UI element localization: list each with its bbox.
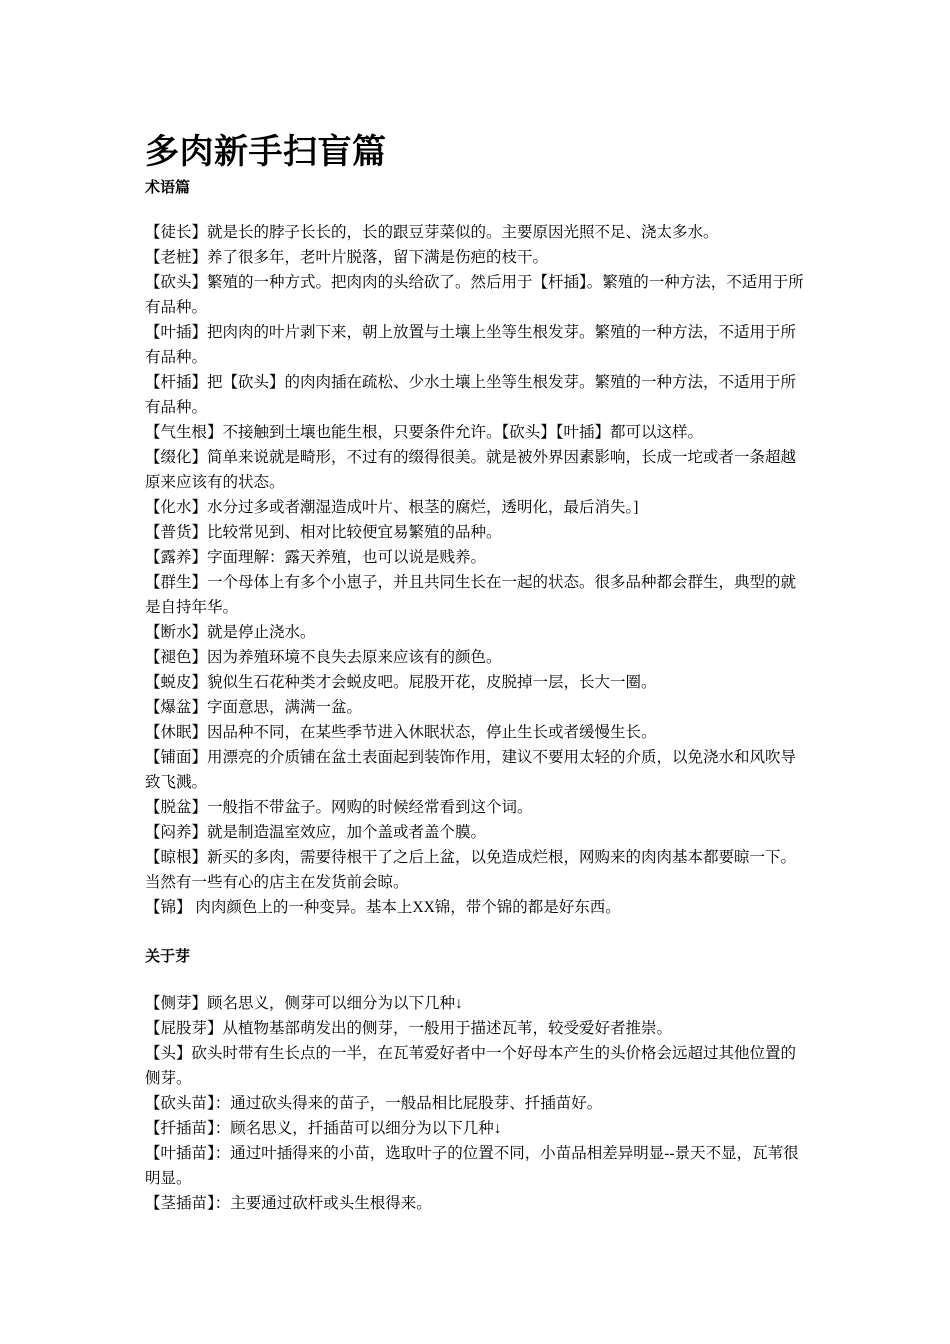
term-entry: 【铺面】用漂亮的介质铺在盆土表面起到装饰作用，建议不要用太轻的介质，以免浇水和风吹导致飞溅。: [145, 749, 797, 791]
term-entry: 【茎插苗】：主要通过砍杆或头生根得来。: [145, 1195, 432, 1212]
term-entry: 【群生】一个母体上有多个小崽子，并且共同生长在一起的状态。很多品种都会群生，典型的就是自持年华。: [145, 574, 797, 616]
term-entry: 【侧芽】顾名思义，侧芽可以细分为以下几种↓: [145, 995, 463, 1012]
document-title: 多肉新手扫盲篇: [145, 133, 387, 171]
term-entry: 【晾根】新买的多肉，需要待根干了之后上盆，以免造成烂根，网购来的肉肉基本都要晾一下。当然有一些有心的店主在发货前会晾。: [145, 849, 797, 891]
section-heading-buds: 关于芽: [145, 948, 191, 965]
term-entry: 【休眠】因品种不同，在某些季节进入休眠状态，停止生长或者缓慢生长。: [145, 724, 657, 741]
term-entry: 【闷养】就是制造温室效应，加个盖或者盖个膜。: [145, 824, 487, 841]
term-entry: 【老桩】养了很多年，老叶片脱落，留下满是伤疤的枝干。: [145, 249, 549, 266]
term-entry: 【叶插苗】：通过叶插得来的小苗，选取叶子的位置不同，小苗品相差异明显--景天不显，瓦苇很明显。: [145, 1145, 799, 1187]
term-entry: 【砍头苗】：通过砍头得来的苗子，一般品相比屁股芽、扦插苗好。: [145, 1095, 603, 1112]
term-entry: 【褪色】因为养殖环境不良失去原来应该有的颜色。: [145, 649, 502, 666]
term-entry: 【断水】就是停止浇水。: [145, 624, 316, 641]
term-entry: 【叶插】把肉肉的叶片剥下来，朝上放置与土壤上坐等生根发芽。繁殖的一种方法，不适用于所有品种。: [145, 324, 797, 366]
term-entry: 【露养】字面理解：露天养殖，也可以说是贱养。: [145, 549, 487, 566]
term-entry: 【蜕皮】貌似生石花种类才会蜕皮吧。屁股开花，皮脱掉一层，长大一圈。: [145, 674, 657, 691]
term-entry: 【缀化】简单来说就是畸形，不过有的缀得很美。就是被外界因素影响，长成一坨或者一条超越原来应该有的状态。: [145, 449, 797, 491]
section-heading-terms: 术语篇: [145, 179, 191, 196]
term-entry: 【脱盆】一般指不带盆子。网购的时候经常看到这个词。: [145, 799, 533, 816]
term-entry: 【气生根】不接触到土壤也能生根，只要条件允许。【砍头】【叶插】都可以这样。: [145, 424, 704, 441]
term-entry: 【徒长】就是长的脖子长长的，长的跟豆芽菜似的。主要原因光照不足、浇太多水。: [145, 224, 719, 241]
term-entry: 【扦插苗】：顾名思义，扦插苗可以细分为以下几种↓: [145, 1120, 502, 1137]
term-entry: 【爆盆】字面意思，满满一盆。: [145, 699, 363, 716]
term-entry: 【屁股芽】从植物基部萌发出的侧芽，一般用于描述瓦苇，较受爱好者推崇。: [145, 1020, 673, 1037]
term-list-terms: [145, 220, 808, 920]
term-entry: 【头】砍头时带有生长点的一半，在瓦苇爱好者中一个好母本产生的头价格会远超过其他位置的侧芽。: [145, 1045, 797, 1087]
term-entry: 【普货】比较常见到、相对比较便宜易繁殖的品种。: [145, 524, 502, 541]
term-list-buds: [145, 991, 808, 1216]
term-entry: 【砍头】繁殖的一种方式。把肉肉的头给砍了。然后用于【杆插】。繁殖的一种方法，不适用于所有品种。: [145, 274, 804, 316]
term-entry: 【锦】 肉肉颜色上的一种变异。基本上XX锦，带个锦的都是好东西。: [145, 899, 621, 916]
term-entry: 【化水】水分过多或者潮湿造成叶片、根茎的腐烂，透明化，最后消失。]: [145, 499, 639, 516]
term-entry: 【杆插】把【砍头】的肉肉插在疏松、少水土壤上坐等生根发芽。繁殖的一种方法，不适用于所有品种。: [145, 374, 797, 416]
